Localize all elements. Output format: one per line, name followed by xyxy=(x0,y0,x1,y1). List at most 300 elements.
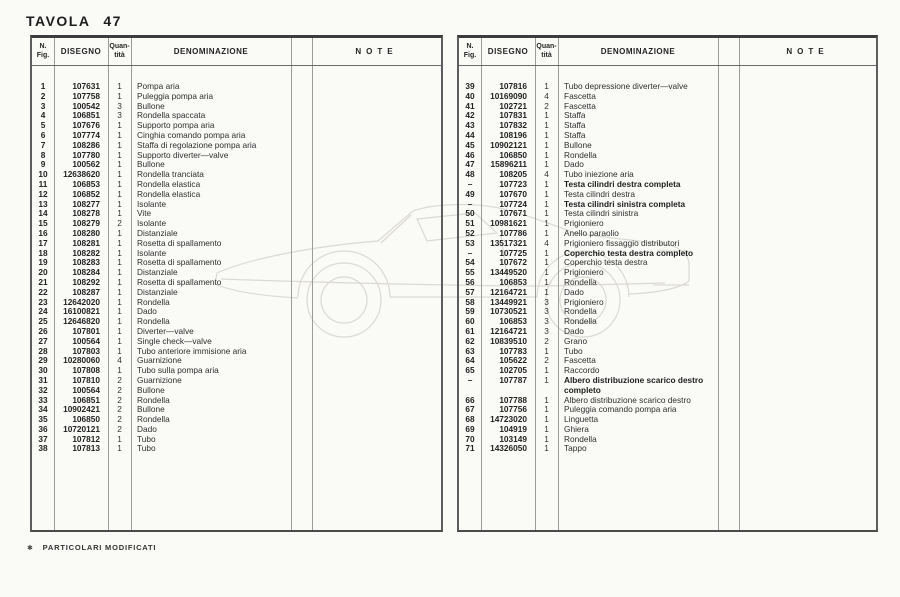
cell-sp xyxy=(718,376,739,396)
cell-note xyxy=(739,160,876,170)
cell-qty: 1 xyxy=(117,306,122,317)
cell-dis: 104919 xyxy=(499,423,527,434)
cell-den: Prigioniero xyxy=(564,267,604,278)
cell-dis: 14723020 xyxy=(490,414,527,425)
cell-qty: 1 xyxy=(117,149,122,160)
cell-dis: 107813 xyxy=(72,443,100,454)
cell-qty: 1 xyxy=(544,404,549,415)
cell-note xyxy=(312,92,441,102)
cell-note xyxy=(312,278,441,288)
cell-fig: 2 xyxy=(40,90,46,101)
cell-note xyxy=(312,82,441,92)
cell-note xyxy=(312,219,441,229)
cell-dis: 106853 xyxy=(72,178,100,189)
cell-sp xyxy=(291,102,312,112)
cell-den: Distanziale xyxy=(137,227,178,238)
cell-sp xyxy=(291,82,312,92)
cell-dis: 107724 xyxy=(499,198,527,209)
cell-sp xyxy=(718,307,739,317)
left-table-body xyxy=(32,66,441,530)
cell-qty: 2 xyxy=(544,335,549,346)
cell-qty: 1 xyxy=(544,286,549,297)
cell-den: Rondella xyxy=(564,276,597,287)
cell-fig: 34 xyxy=(38,404,48,415)
column-header-fig: N. Fig. xyxy=(463,43,477,59)
cell-note xyxy=(312,298,441,308)
cell-dis: 108196 xyxy=(499,129,527,140)
cell-fig: 59 xyxy=(465,306,475,317)
cell-den: Fascetta xyxy=(564,90,596,101)
cell-fig: 22 xyxy=(38,286,48,297)
cell-sp xyxy=(291,209,312,219)
cell-sp xyxy=(291,160,312,170)
cell-den: Isolante xyxy=(137,218,167,229)
cell-sp xyxy=(718,151,739,161)
cell-fig: 21 xyxy=(38,276,48,287)
cell-den: Testa cilindri destra completa xyxy=(564,178,681,189)
cell-note xyxy=(739,131,876,141)
cell-den: Albero distribuzione scarico destro xyxy=(564,394,691,405)
cell-dis: 13517321 xyxy=(490,237,527,248)
cell-note xyxy=(312,170,441,180)
cell-den: Dado xyxy=(564,286,584,297)
cell-qty: 2 xyxy=(117,404,122,415)
cell-fig: 16 xyxy=(38,227,48,238)
cell-den: Bullone xyxy=(137,384,165,395)
cell-sp xyxy=(291,415,312,425)
cell-sp xyxy=(291,376,312,386)
cell-dis: 107783 xyxy=(499,345,527,356)
cell-dis: 108282 xyxy=(72,247,100,258)
cell-fig: 61 xyxy=(465,325,475,336)
cell-qty: 2 xyxy=(117,423,122,434)
cell-den: Grano xyxy=(564,335,588,346)
cell-dis: 108287 xyxy=(72,286,100,297)
cell-den: Tubo iniezione aria xyxy=(564,169,634,180)
cell-qty: 1 xyxy=(117,129,122,140)
cell-fig: 6 xyxy=(40,129,46,140)
cell-note xyxy=(739,229,876,239)
column-header-denominazione: DENOMINAZIONE xyxy=(600,46,676,56)
cell-qty: 1 xyxy=(117,257,122,268)
cell-dis: 106850 xyxy=(72,414,100,425)
cell-qty: 2 xyxy=(117,384,122,395)
cell-dis: 107758 xyxy=(72,90,100,101)
cell-dis: 108292 xyxy=(72,276,100,287)
cell-den: Distanziale xyxy=(137,267,178,278)
cell-dis: 106851 xyxy=(72,110,100,121)
cell-sp xyxy=(291,229,312,239)
cell-sp xyxy=(718,239,739,249)
cell-fig: 66 xyxy=(465,394,475,405)
cell-den: Tubo sulla pompa aria xyxy=(137,365,219,376)
cell-fig: 23 xyxy=(38,296,48,307)
cell-sp xyxy=(718,170,739,180)
cell-dis: 107780 xyxy=(72,149,100,160)
cell-dis: 108277 xyxy=(72,198,100,209)
cell-qty: 2 xyxy=(544,355,549,366)
cell-qty: 1 xyxy=(544,276,549,287)
cell-sp xyxy=(718,317,739,327)
cell-fig: 10 xyxy=(38,169,48,180)
cell-dis: 108283 xyxy=(72,257,100,268)
cell-sp xyxy=(718,415,739,425)
cell-dis: 12638620 xyxy=(63,169,100,180)
cell-note xyxy=(312,356,441,366)
cell-sp xyxy=(718,190,739,200)
cell-note xyxy=(312,327,441,337)
cell-den: Staffa xyxy=(564,110,586,121)
cell-dis: 108205 xyxy=(499,169,527,180)
cell-sp xyxy=(718,121,739,131)
cell-den: Bullone xyxy=(137,100,165,111)
modified-part-asterisk-icon: ✱ xyxy=(27,544,34,552)
cell-fig: 26 xyxy=(38,325,48,336)
cell-dis: 10902121 xyxy=(490,139,527,150)
cell-den: Testa cilindri destra xyxy=(564,188,636,199)
cell-sp xyxy=(718,268,739,278)
cell-den: Tubo anteriore immisione aria xyxy=(137,345,247,356)
cell-den: Staffa xyxy=(564,129,586,140)
cell-note xyxy=(312,268,441,278)
cell-den: Rondella xyxy=(564,306,597,317)
footer-label: PARTICOLARI MODIFICATI xyxy=(42,543,157,552)
cell-den: Tubo xyxy=(137,443,156,454)
cell-dis: 10720121 xyxy=(63,423,100,434)
cell-note xyxy=(312,102,441,112)
cell-den: Diverter—valve xyxy=(137,325,194,336)
cell-sp xyxy=(718,141,739,151)
column-header-qty: Quan- tità xyxy=(536,43,557,59)
cell-fig: 54 xyxy=(465,257,475,268)
cell-qty: 1 xyxy=(544,81,549,91)
cell-note xyxy=(312,405,441,415)
cell-sp xyxy=(291,151,312,161)
cell-fig: 60 xyxy=(465,316,475,327)
cell-note xyxy=(312,180,441,190)
cell-den: Vite xyxy=(137,208,152,219)
cell-dis: 106853 xyxy=(499,276,527,287)
cell-note xyxy=(312,396,441,406)
cell-dis: 102721 xyxy=(499,100,527,111)
cell-sp xyxy=(291,444,312,454)
cell-note xyxy=(739,298,876,308)
cell-qty: 1 xyxy=(117,345,122,356)
cell-note xyxy=(312,249,441,259)
cell-note xyxy=(312,258,441,268)
cell-qty: 2 xyxy=(117,374,122,385)
page-title: TAVOLA 47 xyxy=(26,13,122,29)
cell-den: Tubo depressione diverter—valve xyxy=(564,81,688,91)
cell-fig: 20 xyxy=(38,267,48,278)
cell-note xyxy=(739,376,876,396)
cell-fig: 12 xyxy=(38,188,48,199)
cell-sp xyxy=(718,366,739,376)
cell-dis: 12164721 xyxy=(490,325,527,336)
cell-fig: 57 xyxy=(465,286,475,297)
cell-qty: 3 xyxy=(544,306,549,317)
cell-qty: 1 xyxy=(544,414,549,425)
cell-note xyxy=(739,435,876,445)
cell-dis: 107787 xyxy=(499,374,527,385)
cell-fig: 3 xyxy=(40,100,46,111)
cell-sp xyxy=(291,141,312,151)
cell-den: Tappo xyxy=(564,443,587,454)
cell-qty: 1 xyxy=(117,159,122,170)
cell-sp xyxy=(291,278,312,288)
cell-sp xyxy=(718,249,739,259)
cell-den: Rondella xyxy=(564,316,597,327)
cell-fig: 18 xyxy=(38,247,48,258)
cell-dis: 107788 xyxy=(499,394,527,405)
cell-sp xyxy=(718,405,739,415)
cell-dis: 107756 xyxy=(499,404,527,415)
cell-den: Prigioniero xyxy=(564,218,604,229)
cell-dis: 107803 xyxy=(72,345,100,356)
cell-dis: 107808 xyxy=(72,365,100,376)
cell-note xyxy=(739,111,876,121)
cell-sp xyxy=(291,356,312,366)
cell-note xyxy=(739,415,876,425)
cell-dis: 15896211 xyxy=(490,159,527,170)
cell-qty: 1 xyxy=(117,325,122,336)
cell-dis: 107810 xyxy=(72,374,100,385)
cell-sp xyxy=(291,435,312,445)
cell-fig: 13 xyxy=(38,198,48,209)
cell-fig: 24 xyxy=(38,306,48,317)
cell-fig: 41 xyxy=(465,100,475,111)
cell-qty: 1 xyxy=(117,188,122,199)
cell-note xyxy=(739,239,876,249)
cell-den: Isolante xyxy=(137,198,167,209)
cell-note xyxy=(739,425,876,435)
cell-den: Cinghia comando pompa aria xyxy=(137,129,246,140)
cell-qty: 1 xyxy=(544,208,549,219)
cell-fig: 48 xyxy=(465,169,475,180)
cell-fig: 44 xyxy=(465,129,475,140)
cell-qty: 4 xyxy=(544,237,549,248)
cell-sp xyxy=(291,347,312,357)
table-header xyxy=(459,38,876,65)
cell-sp xyxy=(291,396,312,406)
right-table-body xyxy=(459,66,876,530)
cell-den: Dado xyxy=(564,325,584,336)
cell-dis: 107774 xyxy=(72,129,100,140)
cell-fig: 58 xyxy=(465,296,475,307)
cell-note xyxy=(739,396,876,406)
cell-note xyxy=(312,131,441,141)
cell-note xyxy=(312,435,441,445)
cell-fig: 14 xyxy=(38,208,48,219)
cell-note xyxy=(739,356,876,366)
cell-note xyxy=(312,200,441,210)
left-parts-table xyxy=(30,35,443,532)
cell-fig: – xyxy=(467,198,473,209)
cell-den: Dado xyxy=(564,159,584,170)
cell-sp xyxy=(718,92,739,102)
cell-den: Ghiera xyxy=(564,423,589,434)
cell-note xyxy=(312,376,441,386)
cell-qty: 1 xyxy=(544,257,549,268)
cell-qty: 1 xyxy=(117,198,122,209)
cell-den: Dado xyxy=(137,423,157,434)
cell-qty: 3 xyxy=(117,110,122,121)
cell-note xyxy=(739,258,876,268)
cell-note xyxy=(312,366,441,376)
cell-fig: 35 xyxy=(38,414,48,425)
cell-fig: 51 xyxy=(465,218,475,229)
cell-note xyxy=(739,347,876,357)
cell-qty: 1 xyxy=(117,296,122,307)
cell-note xyxy=(312,347,441,357)
cell-note xyxy=(312,239,441,249)
cell-note xyxy=(312,151,441,161)
cell-fig: 7 xyxy=(40,139,46,150)
cell-note xyxy=(739,307,876,317)
cell-note xyxy=(739,200,876,210)
cell-dis: 10981621 xyxy=(490,218,527,229)
cell-den: Puleggia comando pompa aria xyxy=(564,404,677,415)
footer-legend xyxy=(27,543,156,552)
cell-note xyxy=(739,405,876,415)
cell-sp xyxy=(718,425,739,435)
cell-note xyxy=(739,219,876,229)
cell-qty: 1 xyxy=(544,267,549,278)
cell-note xyxy=(312,337,441,347)
cell-sp xyxy=(291,337,312,347)
cell-sp xyxy=(291,111,312,121)
cell-fig: 42 xyxy=(465,110,475,121)
cell-sp xyxy=(291,131,312,141)
cell-fig: 67 xyxy=(465,404,475,415)
cell-dis: 100564 xyxy=(72,384,100,395)
cell-sp xyxy=(291,317,312,327)
cell-dis: 13449520 xyxy=(490,267,527,278)
cell-fig: 71 xyxy=(465,443,475,454)
cell-dis: 100564 xyxy=(72,335,100,346)
cell-sp xyxy=(718,444,739,454)
cell-fig: 11 xyxy=(38,178,48,189)
cell-note xyxy=(312,386,441,396)
cell-qty: 1 xyxy=(117,365,122,376)
table-row xyxy=(459,444,876,454)
cell-qty: 1 xyxy=(544,120,549,131)
cell-fig: 37 xyxy=(38,433,48,444)
cell-den: Puleggia pompa aria xyxy=(137,90,214,101)
cell-dis: 108280 xyxy=(72,227,100,238)
cell-note xyxy=(739,444,876,454)
cell-fig: 45 xyxy=(465,139,475,150)
cell-note xyxy=(312,121,441,131)
cell-sp xyxy=(291,219,312,229)
cell-dis: 107801 xyxy=(72,325,100,336)
cell-fig: 4 xyxy=(40,110,46,121)
cell-fig: 1 xyxy=(40,81,46,91)
cell-qty: 1 xyxy=(117,120,122,131)
cell-qty: 1 xyxy=(544,218,549,229)
cell-dis: 10169090 xyxy=(490,90,527,101)
column-header-note: NOTE xyxy=(786,46,829,56)
cell-dis: 108279 xyxy=(72,218,100,229)
cell-fig: 49 xyxy=(465,188,475,199)
cell-fig: 40 xyxy=(465,90,475,101)
cell-dis: 10839510 xyxy=(490,335,527,346)
cell-dis: 106852 xyxy=(72,188,100,199)
cell-sp xyxy=(718,209,739,219)
cell-dis: 106851 xyxy=(72,394,100,405)
cell-sp xyxy=(291,170,312,180)
cell-sp xyxy=(718,131,739,141)
cell-sp xyxy=(718,219,739,229)
cell-fig: 15 xyxy=(38,218,48,229)
cell-qty: 1 xyxy=(544,423,549,434)
cell-den: Rondella spaccata xyxy=(137,110,206,121)
cell-fig: 8 xyxy=(40,149,46,160)
cell-sp xyxy=(718,278,739,288)
cell-qty: 4 xyxy=(544,90,549,101)
cell-den: Albero distribuzione scarico destro completo xyxy=(564,374,704,395)
cell-dis: 107672 xyxy=(499,257,527,268)
cell-note xyxy=(312,141,441,151)
cell-fig: 33 xyxy=(38,394,48,405)
cell-note xyxy=(312,415,441,425)
cell-sp xyxy=(718,111,739,121)
cell-dis: 107832 xyxy=(499,120,527,131)
cell-den: Prigioniero fissaggio distributori xyxy=(564,237,680,248)
cell-den: Rondella tranciata xyxy=(137,169,204,180)
cell-den: Tubo xyxy=(137,433,156,444)
cell-note xyxy=(739,327,876,337)
cell-den: Anello paraolio xyxy=(564,227,619,238)
column-header-disegno: DISEGNO xyxy=(60,46,102,56)
cell-den: Fascetta xyxy=(564,100,596,111)
cell-dis: 107816 xyxy=(499,81,527,91)
cell-sp xyxy=(291,200,312,210)
cell-note xyxy=(312,229,441,239)
cell-sp xyxy=(291,92,312,102)
table-row xyxy=(32,444,441,454)
cell-qty: 1 xyxy=(117,316,122,327)
cell-den: Supporto pompa aria xyxy=(137,120,215,131)
cell-sp xyxy=(291,180,312,190)
cell-qty: 1 xyxy=(117,139,122,150)
cell-note xyxy=(739,268,876,278)
cell-fig: 38 xyxy=(38,443,48,454)
cell-dis: 100542 xyxy=(72,100,100,111)
cell-sp xyxy=(718,298,739,308)
cell-dis: 12164721 xyxy=(490,286,527,297)
cell-qty: 1 xyxy=(117,178,122,189)
cell-qty: 1 xyxy=(544,159,549,170)
cell-fig: 9 xyxy=(40,159,46,170)
cell-den: Isolante xyxy=(137,247,167,258)
cell-sp xyxy=(718,102,739,112)
cell-den: Staffa xyxy=(564,120,586,131)
cell-fig: 64 xyxy=(465,355,475,366)
cell-qty: 1 xyxy=(544,345,549,356)
cell-qty: 1 xyxy=(117,208,122,219)
cell-den: Rondella xyxy=(137,394,170,405)
cell-qty: 1 xyxy=(117,247,122,258)
cell-note xyxy=(312,160,441,170)
cell-fig: 62 xyxy=(465,335,475,346)
cell-sp xyxy=(718,160,739,170)
cell-sp xyxy=(718,337,739,347)
cell-qty: 3 xyxy=(544,296,549,307)
cell-dis: 106850 xyxy=(499,149,527,160)
cell-fig: 30 xyxy=(38,365,48,376)
cell-qty: 1 xyxy=(544,178,549,189)
